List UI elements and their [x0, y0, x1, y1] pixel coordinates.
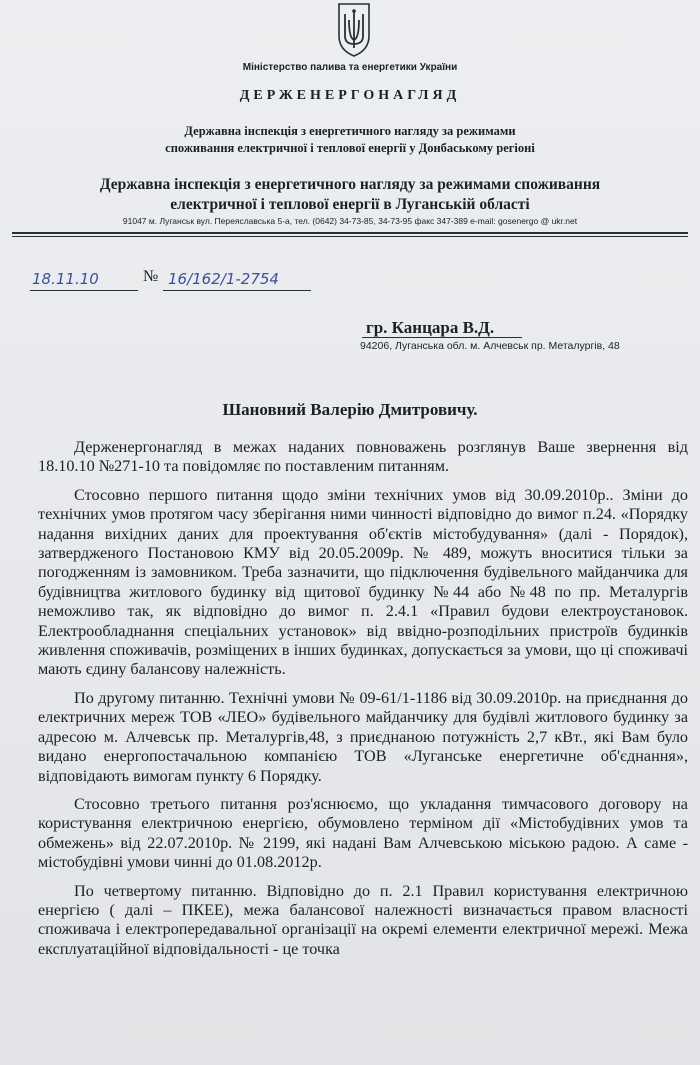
date-underline [30, 290, 138, 291]
recipient-underline [362, 337, 522, 338]
agency-name: ДЕРЖЕНЕРГОНАГЛЯД [239, 88, 461, 103]
paragraph: По четвертому питанню. Відповідно до п. 2.1 Правил користування електричною енергією ( далі – ПКЕЕ), межа балансової належності визначається правом власності споживача і електропередавальної організації на окремі елементи електричної мережі. Межа експлуатаційної відповідальності - це точка [38, 881, 688, 958]
local-inspection-line-1: Державна інспекція з енергетичного нагляду за режимами споживання [99, 176, 601, 193]
salutation: Шановний Валерію Дмитровичу. [222, 400, 478, 419]
number-underline [163, 290, 311, 291]
regional-inspection-title [0, 123, 700, 157]
sender-address: 91047 м. Луганськ вул. Переяславська 5-а, тел. (0642) 34-73-85, 34-73-95 факс 347-389 e-mail: gosenergo @ ukr.net [122, 216, 578, 226]
local-inspection-title [0, 175, 700, 215]
letter-body [38, 438, 688, 968]
header-divider-thick [12, 232, 688, 234]
number-label: № [143, 268, 159, 285]
paragraph: Стосовно третього питання роз'яснюємо, що укладання тимчасового договору на користування електричною енергією, обумовлено терміном дії «Містобудівних умов та обмежень» від 22.07.2010р. № 2199, які надані Вам Алчевською міською радою. А саме - містобудівні умови чинні до 01.08.2012р. [38, 794, 688, 872]
regional-inspection-line-1: Державна інспекція з енергетичного нагляду за режимами [184, 124, 516, 138]
trident-emblem-icon [337, 2, 371, 58]
regional-inspection-line-2: споживання електричної і теплової енергії у Донбаському регіоні [165, 141, 535, 155]
outgoing-date: 18.11.10 [32, 270, 99, 288]
paragraph: По другому питанню. Технічні умови № 09-61/1-1186 від 30.09.2010р. на приєднання до електричних мереж ТОВ «ЛЕО» будівельного майданчику для будівлі житлового будинку за адресою м. Алчевськ пр. Металургів,48, з приєднаною потужність 2,7 кВт., які Вам було видано енергопостачальною компанією ТОВ «Луганське енергетичне об'єднання», відповідають вимогам пункту 6 Порядку. [38, 688, 688, 785]
paragraph: Держенергонагляд в межах наданих повноважень розглянув Ваше звернення від 18.10.10 №271-10 та повідомляє по поставленим питанням. [38, 438, 688, 476]
local-inspection-line-2: електричної і теплової енергії в Луганській області [170, 196, 530, 213]
recipient-name: гр. Канцара В.Д. [366, 318, 495, 337]
recipient-address: 94206, Луганська обл. м. Алчевськ пр. Металургів, 48 [360, 340, 620, 352]
header-divider-thin [12, 236, 688, 237]
outgoing-number: 16/162/1-2754 [168, 270, 279, 288]
ministry-name: Міністерство палива та енергетики України [242, 62, 458, 73]
paragraph: Стосовно першого питання щодо зміни технічних умов від 30.09.2010р.. Зміни до технічних умов протягом часу зберігання ними чинності відповідно до вимог п.24. «Порядку надання вихідних даних для проектування об'єктів містобудування» (далі - Порядок), затвердженого Постановою КМУ від 20.05.2009р. № 489, можуть вноситися тільки за погодженням із замовником. Треба зазначити, що підключення будівельного майданчика для будівництва житлового будинку від щитової будинку №44 або №48 по пр. Металургів неможливо так, як відповідно до вимог п. 2.4.1 «Правил будови електроустановок. Електрообладнання спеціальних установок» від ввідно-розподільних пристроїв будинків живлення споживачів, розміщених в інших будинках, допускається за умови, що ці споживачі мають єдину балансову належність. [38, 485, 688, 679]
